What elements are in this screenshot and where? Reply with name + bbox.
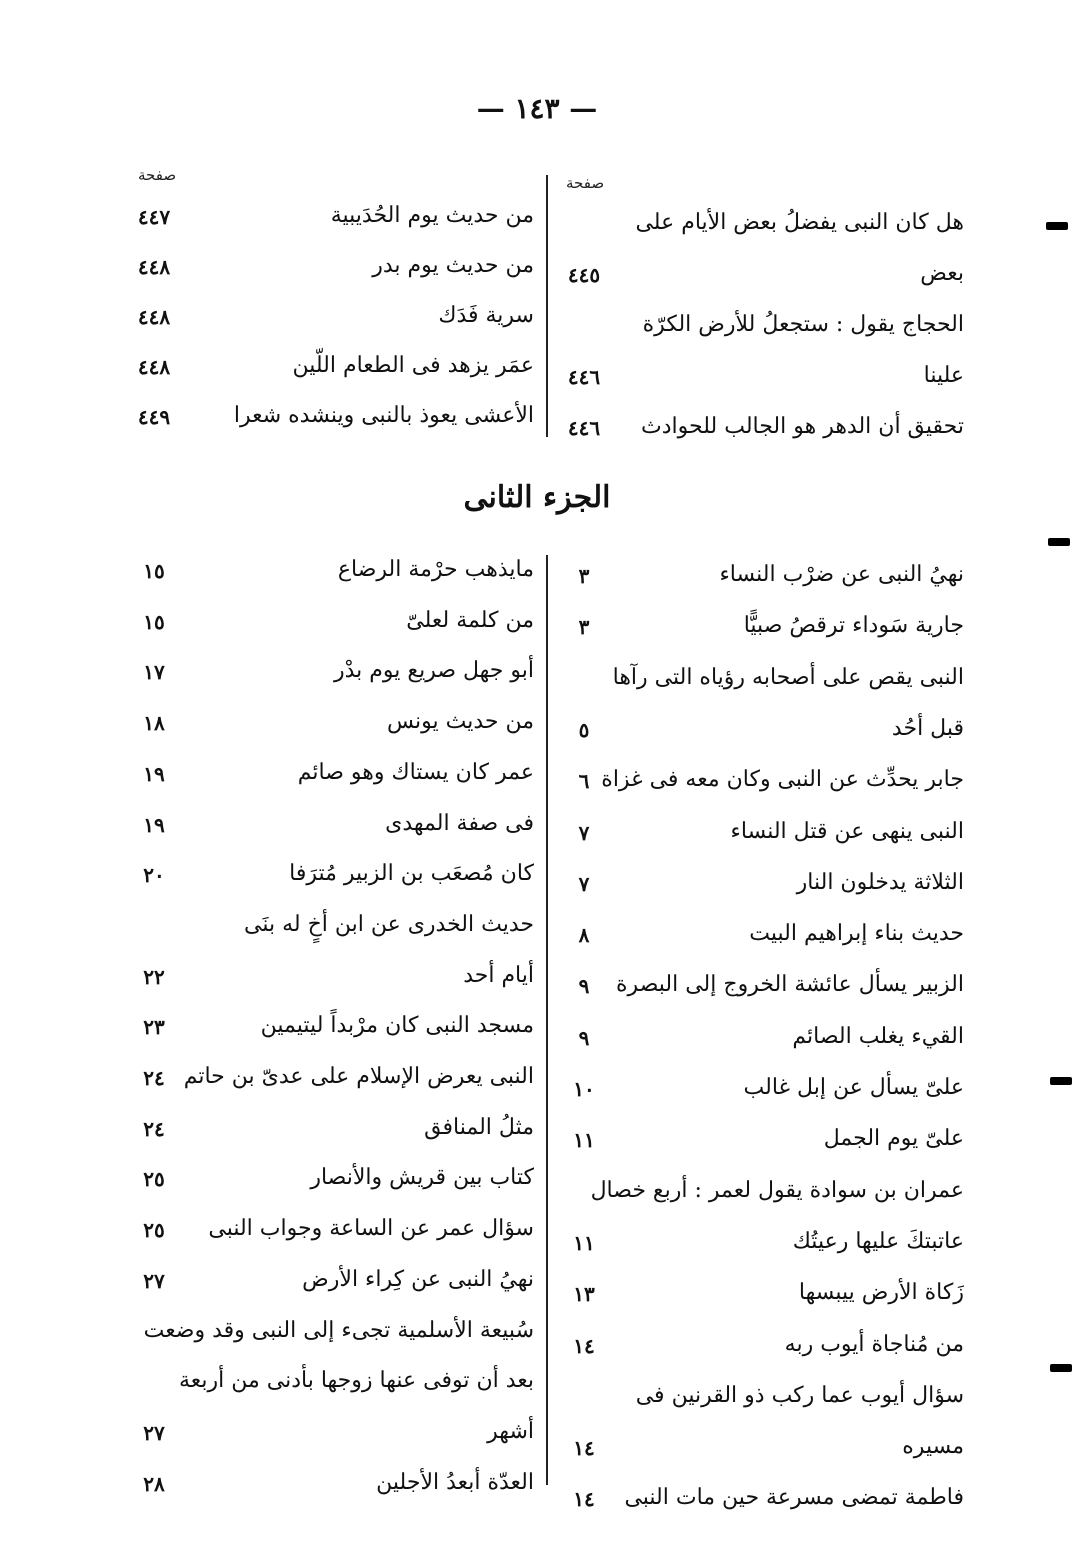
toc-entry [544,210,964,250]
toc-entry [114,963,534,1003]
toc-entry-page: ٢٥ [143,1167,165,1192]
toc-entry-page: ٣ [578,564,590,588]
toc-entry-title: النبى ينهى عن قتل النساء [730,818,964,844]
toc-entry [544,767,964,807]
toc-entry-page: ١٩ [143,812,165,837]
toc-entry [114,658,534,698]
toc-entry-page: ٥ [578,717,590,742]
toc-entry-title: كتاب بين قريش والأنصار [310,1165,534,1191]
toc-entry-title: علينا [923,363,964,388]
toc-entry-title: علىّ يسأل عن إبل غالب [743,1075,964,1100]
toc-entry-page: ١٣ [573,1282,595,1307]
toc-entry-title: مسجد النبى كان مرْبداً ليتيمين [260,1013,534,1039]
toc-entry-page: ٧ [578,871,590,896]
toc-entry [544,972,964,1012]
toc-entry-title: من مُناجاة أيوب ربه [784,1331,964,1357]
toc-entry-title: مسيره [902,1434,964,1460]
toc-entry-page: ١٨ [143,711,165,736]
toc-entry [544,819,964,859]
toc-entry-page: ١٥ [143,559,165,583]
toc-entry-page: ٤٤٦ [567,416,601,440]
toc-entry-title: بعض [920,261,964,286]
toc-entry-page: ٦ [578,769,590,794]
toc-entry [114,203,534,243]
toc-entry [544,1075,964,1115]
toc-entry-page: ٤٤٦ [567,365,601,389]
toc-entry-page: ١٩ [143,761,165,786]
toc-entry-title: عمران بن سوادة يقول لعمر : أربع خصال [590,1177,964,1203]
toc-entry [114,1115,534,1155]
toc-entry [544,665,964,705]
toc-entry [544,1024,964,1064]
toc-entry [114,303,534,343]
toc-entry-page: ١٤ [573,1487,595,1512]
toc-entry-page: ٨ [578,923,590,948]
toc-entry [114,403,534,443]
toc-entry [114,253,534,293]
toc-entry-title: من كلمة لعلىّ [406,607,534,633]
toc-entry-page: ٢٠ [143,863,165,888]
toc-entry-title: الزبير يسأل عائشة الخروج إلى البصرة [616,972,964,998]
toc-entry-title: سُبيعة الأسلمية تجىء إلى النبى وقد وضعت [143,1317,534,1343]
toc-entry-title: الأعشى يعوذ بالنبى وينشده شعرا [233,403,534,428]
page-number: — ١٤٣ — [476,92,598,125]
margin-mark [1046,222,1068,230]
toc-entry-title: أبو جهل صريع يوم بدْر [333,658,534,684]
toc-entry-title: النبى يعرض الإسلام على عدىّ بن حاتم [183,1064,534,1089]
toc-entry-title: الحجاج يقول : ستجعلُ للأرض الكرّة [642,312,964,337]
toc-entry-page: ١٧ [143,660,165,685]
toc-entry-title: سؤال عمر عن الساعة وجواب النبى [208,1216,534,1242]
toc-entry-title: زَكاة الأرض ييبسها [798,1280,964,1306]
toc-entry-title: فاطمة تمضى مسرعة حين مات النبى [624,1485,964,1511]
toc-entry [544,1485,964,1525]
toc-entry [114,760,534,800]
toc-entry [114,1368,534,1408]
toc-entry [114,1267,534,1307]
toc-entry-title: عمَر يزهد فى الطعام اللّين [292,353,534,378]
toc-entry-title: من حديث يوم بدر [372,253,534,278]
toc-entry-page: ١٤ [573,1436,595,1461]
toc-entry-page: ١٤ [573,1333,595,1358]
toc-entry-page: ٩ [578,1025,590,1050]
toc-entry [114,1419,534,1459]
toc-entry-title: الثلاثة يدخلون النار [796,869,964,895]
toc-entry-title: نهيُ النبى عن كِراء الأرض [302,1266,534,1292]
toc-entry [114,1318,534,1358]
toc-entry [544,1178,964,1218]
toc-entry [544,1229,964,1269]
toc-entry [114,353,534,393]
toc-entry-title: جارية سَوداء ترقصُ صبيًّا [743,613,964,639]
margin-mark [1050,1077,1072,1085]
toc-entry [544,1332,964,1372]
toc-entry [114,811,534,851]
toc-entry-page: ١١ [573,1128,595,1153]
toc-entry-page: ٢٤ [143,1116,165,1141]
toc-entry-page: ٤٤٨ [137,355,171,379]
toc-entry-title: تحقيق أن الدهر هو الجالب للحوادث [641,414,964,439]
margin-mark [1048,538,1070,546]
toc-entry-page: ١٠ [573,1077,595,1101]
toc-entry-title: نهيُ النبى عن ضرْب النساء [719,562,964,587]
toc-entry-title: قبل أحُد [891,715,964,741]
toc-entry-title: من حديث يوم الحُدَيبية [330,203,534,228]
toc-entry [114,608,534,648]
toc-entry-page: ٣ [578,615,590,640]
toc-entry-page: ٤٤٨ [137,305,171,329]
toc-entry-title: مثلُ المنافق [424,1114,534,1140]
toc-entry [114,557,534,597]
toc-entry [114,1013,534,1053]
toc-entry [544,312,964,352]
toc-entry-page: ٤٤٧ [137,205,171,229]
toc-entry [544,716,964,756]
toc-entry [544,1126,964,1166]
toc-entry-title: عاتبتكَ عليها رعيتُك [792,1228,964,1254]
toc-entry-title: سرية فَدَك [438,303,534,328]
toc-entry [544,414,964,454]
toc-entry-page: ٤٤٥ [567,263,601,287]
toc-entry [114,912,534,952]
toc-entry-title: حديث بناء إبراهيم البيت [749,921,964,947]
toc-entry-title: أشهر [487,1418,534,1444]
column-header-right: صفحة [566,174,605,192]
toc-entry [544,921,964,961]
toc-entry-page: ١١ [573,1230,595,1255]
toc-entry [114,861,534,901]
toc-entry-title: أيام أحد [463,962,534,988]
toc-entry [544,363,964,403]
toc-entry-title: مايذهب حرْمة الرضاع [337,557,534,582]
section-title: الجزء الثانى [463,480,611,515]
toc-entry [114,709,534,749]
toc-entry-title: سؤال أيوب عما ركب ذو القرنين فى [635,1382,964,1408]
toc-entry-page: ٧ [578,820,590,845]
toc-entry-title: فى صفة المهدى [385,810,534,836]
toc-entry-page: ٤٤٨ [137,255,171,279]
toc-entry [544,870,964,910]
toc-entry-page: ٢٧ [143,1420,165,1445]
toc-entry-title: العدّة أبعدُ الأجلين [376,1469,534,1495]
toc-entry [544,1434,964,1474]
toc-entry-page: ٢٥ [143,1218,165,1243]
toc-entry [544,1280,964,1320]
toc-entry-title: بعد أن توفى عنها زوجها بأدنى من أربعة [178,1368,534,1394]
toc-entry-title: حديث الخدرى عن ابن أخٍ له بنَى [243,911,534,937]
toc-entry-title: القيء يغلب الصائم [792,1023,964,1049]
toc-entry-page: ١٥ [143,609,165,634]
toc-entry [544,1383,964,1423]
toc-entry-title: كان مُصعَب بن الزبير مُترَفا [289,861,534,887]
toc-entry [114,1064,534,1104]
margin-mark [1050,1364,1072,1372]
toc-entry-title: النبى يقص على أصحابه رؤياه التى رآها [612,664,964,690]
toc-entry-title: هل كان النبى يفضلُ بعض الأيام على [635,210,964,235]
toc-entry [114,1216,534,1256]
toc-entry-page: ٢٧ [143,1268,165,1293]
toc-entry [114,1165,534,1205]
toc-entry-page: ٢٢ [143,964,165,989]
toc-entry-title: عمر كان يستاك وهو صائم [297,759,534,785]
toc-entry-page: ٢٣ [143,1015,165,1040]
toc-entry [544,613,964,653]
toc-entry-page: ٢٨ [143,1471,165,1496]
column-header-left: صفحة [138,166,177,184]
toc-entry-page: ٤٤٩ [137,405,171,429]
toc-entry-page: ٩ [578,974,590,999]
toc-entry [544,562,964,602]
toc-entry-title: جابر يحدِّث عن النبى وكان معه فى غزاة [601,767,964,793]
toc-entry-title: علىّ يوم الجمل [823,1126,964,1152]
toc-entry [544,261,964,301]
toc-entry-title: من حديث يونس [386,709,534,735]
toc-entry-page: ٢٤ [143,1066,165,1090]
toc-entry [114,1470,534,1510]
